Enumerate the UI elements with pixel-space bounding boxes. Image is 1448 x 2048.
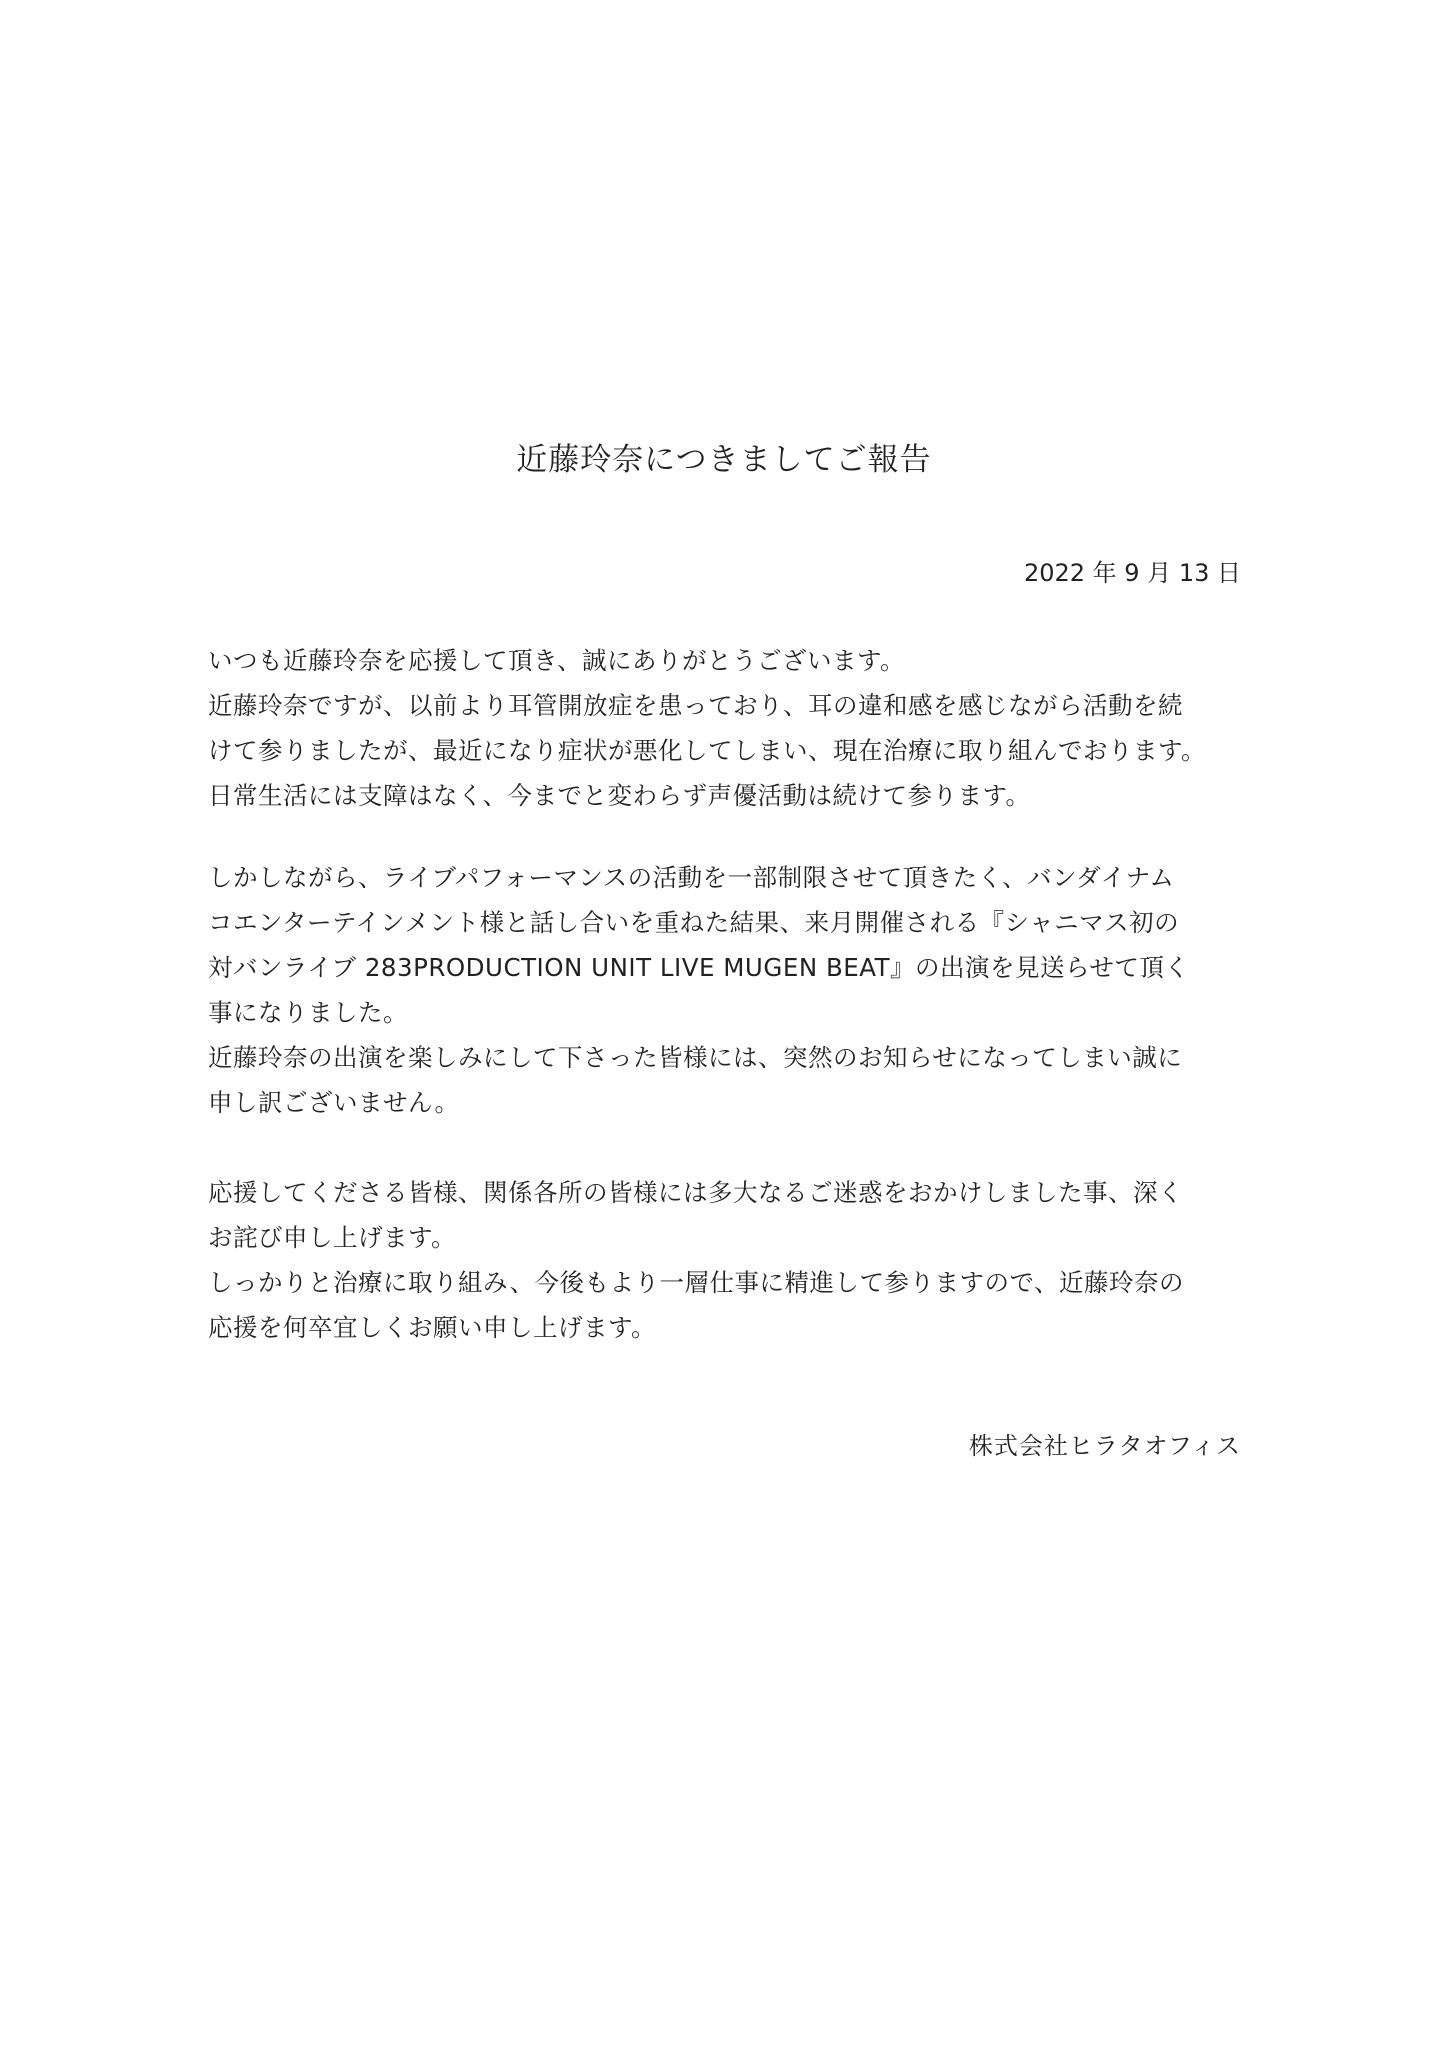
paragraph-line: 近藤玲奈の出演を楽しみにして下さった皆様には、突然のお知らせになってしまい誠に	[208, 1043, 1183, 1072]
company-signature: 株式会社ヒラタオフィス	[968, 1432, 1241, 1460]
paragraph-line: 近藤玲奈ですが、以前より耳管開放症を患っており、耳の違和感を感じながら活動を続	[208, 691, 1183, 720]
paragraph-line: しかしながら、ライブパフォーマンスの活動を一部制限させて頂きたく、バンダイナム	[208, 863, 1175, 892]
paragraph-3	[208, 1170, 1248, 1350]
paragraph-line: 応援してくださる皆様、関係各所の皆様には多大なるご迷惑をおかけしました事、深く	[208, 1178, 1183, 1207]
document-title: 近藤玲奈につきましてご報告	[516, 442, 932, 478]
paragraph-line: コエンターテインメント様と話し合いを重ねた結果、来月開催される『シャニマス初の	[208, 908, 1180, 937]
paragraph-line: 日常生活には支障はなく、今までと変わらず声優活動は続けて参ります。	[208, 781, 1031, 810]
paragraph-line: いつも近藤玲奈を応援して頂き、誠にありがとうございます。	[208, 646, 906, 675]
paragraph-line: 応援を何卒宜しくお願い申し上げます。	[208, 1313, 657, 1342]
paragraph-line: 事になりました。	[208, 998, 408, 1027]
paragraph-2	[208, 855, 1248, 1125]
paragraph-line: お詫び申し上げます。	[208, 1223, 457, 1252]
paragraph-line: 対バンライブ 283PRODUCTION UNIT LIVE MUGEN BEAT』の出演を見送らせて頂く	[208, 953, 1190, 982]
document-date: 2022 年 9 月 13 日	[1023, 559, 1241, 587]
paragraph-line: けて参りましたが、最近になり症状が悪化してしまい、現在治療に取り組んでおります。	[208, 736, 1207, 765]
paragraph-line: 申し訳ございません。	[208, 1088, 460, 1117]
paragraph-1	[208, 638, 1248, 818]
paragraph-line: しっかりと治療に取り組み、今後もより一層仕事に精進して参りますので、近藤玲奈の	[208, 1268, 1184, 1297]
